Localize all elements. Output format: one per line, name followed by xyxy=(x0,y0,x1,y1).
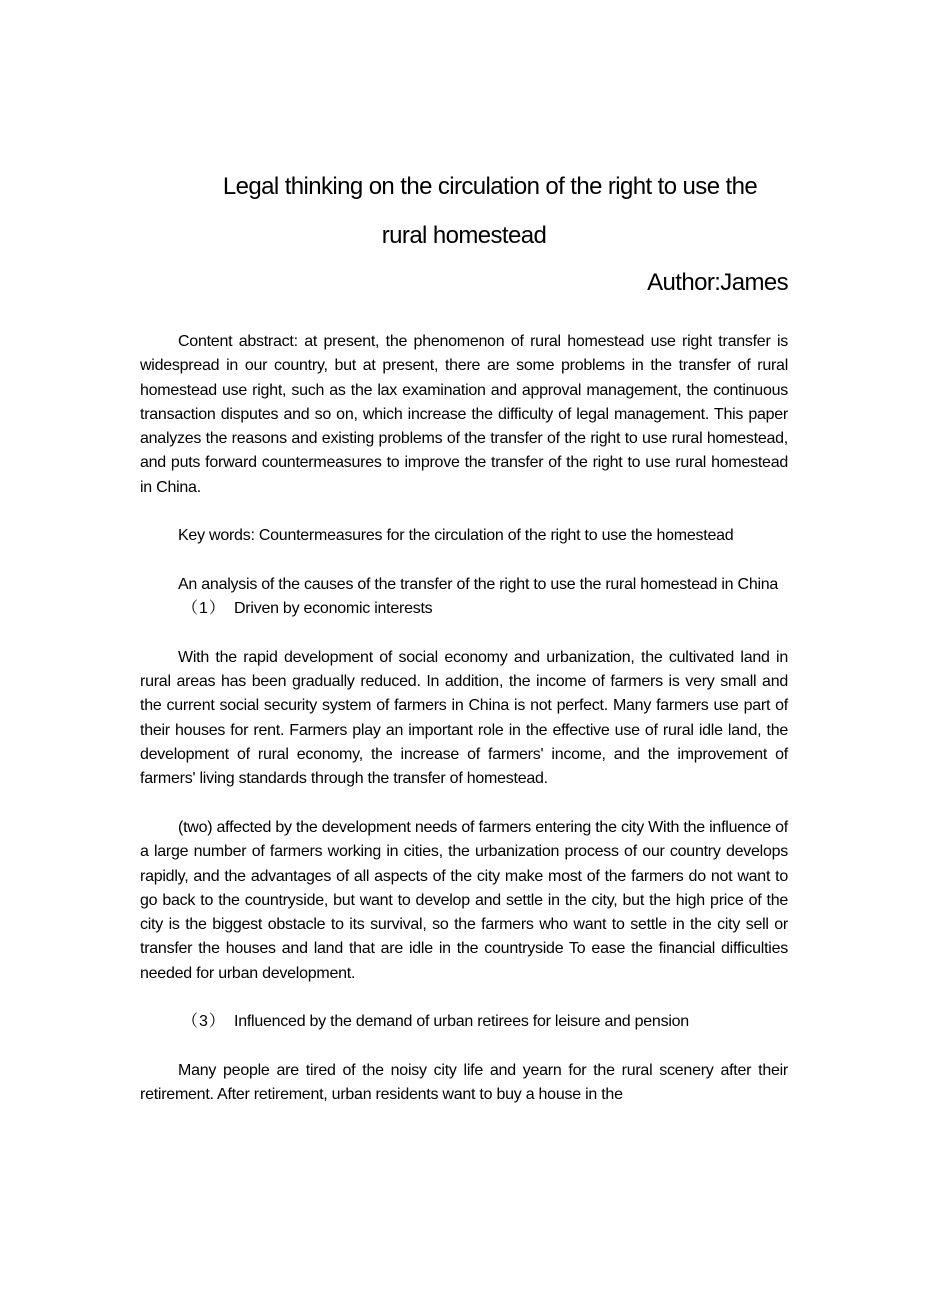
list-item-1-text: Driven by economic interests xyxy=(234,600,433,618)
list-item-3 xyxy=(140,1010,788,1034)
keywords-paragraph: Key words: Countermeasures for the circulation of the right to use the homestead xyxy=(178,527,734,545)
section-heading: An analysis of the causes of the transfer of the right to use the rural homestead in China xyxy=(178,575,779,593)
list-item-1 xyxy=(140,597,788,621)
document-body xyxy=(140,330,788,1108)
body-paragraph-3: Many people are tired of the noisy city life and yearn for the rural scenery after their retirement. After retirement, urban residents want to buy a house in the xyxy=(140,1061,788,1104)
document-title-line-1: Legal thinking on the circulation of the right to use the xyxy=(222,173,758,200)
abstract-paragraph: Content abstract: at present, the phenomenon of rural homestead use right transfer is widespread in our country, but at present, there are some problems in the transfer of rural homestead use right, such as the lax examination and approval management, the continuous transaction disputes and so on, which increase the difficulty of legal management. This paper analyzes the reasons and existing problems of the transfer of the right to use rural homestead, and puts forward countermeasures to improve the transfer of the right to use rural homestead in China. xyxy=(140,333,788,496)
body-paragraph-2: (two) affected by the development needs of farmers entering the city With the influence of a large number of farmers working in cities, the urbanization process of our country develops rapidly, and the advantages of all aspects of the city make most of the farmers do not want to go back to the countryside, but want to develop and settle in the city, but the high price of the city is the biggest obstacle to its survival, so the farmers who want to settle in the city sell or transfer the houses and land that are idle in the countryside To ease the financial difficulties needed for urban development. xyxy=(140,818,788,982)
author-line: Author:James xyxy=(647,269,788,296)
list-item-3-text: Influenced by the demand of urban retirees for leisure and pension xyxy=(234,1013,689,1031)
document-title-line-2: rural homestead xyxy=(381,222,547,249)
list-item-3-number: （3） xyxy=(182,1013,226,1031)
body-paragraph-1: With the rapid development of social economy and urbanization, the cultivated land in rural areas has been gradually reduced. In addition, the income of farmers is very small and the current social security system of farmers in China is not perfect. Many farmers use part of their houses for rent. Farmers play an important role in the effective use of rural idle land, the development of rural economy, the increase of farmers' income, and the improvement of farmers' living standards through the transfer of homestead. xyxy=(140,648,788,788)
list-item-1-number: （1） xyxy=(182,600,226,618)
